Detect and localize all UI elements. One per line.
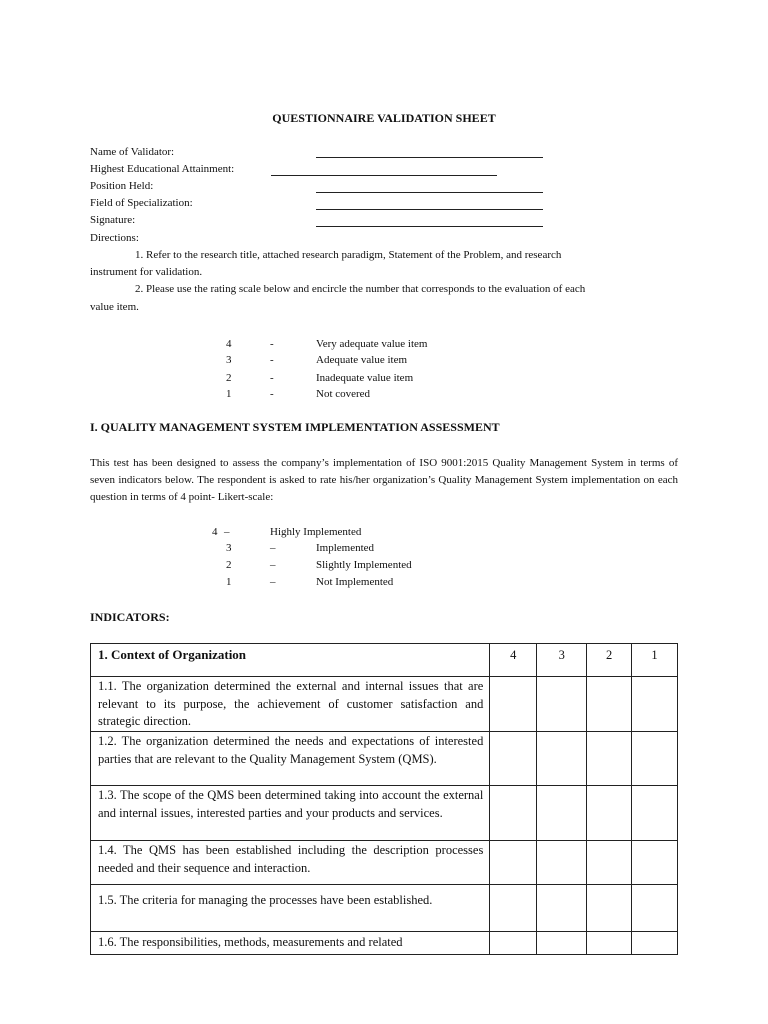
rating-cell-3[interactable] <box>537 786 587 841</box>
rating-cell-4[interactable] <box>490 841 537 885</box>
column-header-4: 4 <box>490 644 537 677</box>
page-title: QUESTIONNAIRE VALIDATION SHEET <box>272 111 496 125</box>
likert-scale-description: Highly Implemented <box>270 526 362 538</box>
rating-cell-1[interactable] <box>632 841 678 885</box>
signature-line[interactable] <box>316 226 543 227</box>
indicators-table <box>90 643 678 955</box>
validator-name-line[interactable] <box>316 157 543 158</box>
rating-scale-description: Adequate value item <box>316 354 408 366</box>
rating-cell-1[interactable] <box>632 932 678 955</box>
likert-scale-dash: – <box>270 559 276 571</box>
rating-scale-number: 4 <box>226 338 232 350</box>
validator-name-label: Name of Validator: <box>90 146 175 158</box>
education-line[interactable] <box>271 175 497 176</box>
table-row <box>91 677 678 732</box>
rating-cell-2[interactable] <box>587 885 632 932</box>
rating-cell-3[interactable] <box>537 885 587 932</box>
indicators-heading: INDICATORS: <box>90 610 170 624</box>
column-header-2: 2 <box>587 644 632 677</box>
directions-label: Directions: <box>90 232 139 244</box>
question-text: 1.5. The criteria for managing the processes have been established. <box>91 885 490 932</box>
table-header-title: 1. Context of Organization <box>91 644 490 677</box>
likert-scale-description: Slightly Implemented <box>316 559 412 571</box>
rating-cell-2[interactable] <box>587 677 632 732</box>
likert-scale-number: 1 <box>226 576 232 588</box>
direction-2-line-1: 2. Please use the rating scale below and encircle the number that corresponds to the evaluation of each <box>135 283 586 295</box>
rating-cell-4[interactable] <box>490 932 537 955</box>
likert-scale-dash: – <box>270 542 276 554</box>
rating-scale-dash: - <box>270 354 274 366</box>
rating-scale-dash: - <box>270 372 274 384</box>
rating-cell-2[interactable] <box>587 841 632 885</box>
column-header-3: 3 <box>537 644 587 677</box>
rating-cell-1[interactable] <box>632 786 678 841</box>
rating-cell-2[interactable] <box>587 786 632 841</box>
position-label: Position Held: <box>90 180 154 192</box>
table-row <box>91 885 678 932</box>
direction-2-line-2: value item. <box>90 301 139 313</box>
education-label: Highest Educational Attainment: <box>90 163 235 175</box>
question-text: 1.3. The scope of the QMS been determined taking into account the external and internal issues, interested parties and your products and services. <box>91 786 490 841</box>
table-row <box>91 841 678 885</box>
rating-cell-1[interactable] <box>632 732 678 786</box>
rating-cell-1[interactable] <box>632 677 678 732</box>
rating-cell-2[interactable] <box>587 932 632 955</box>
rating-cell-3[interactable] <box>537 841 587 885</box>
rating-cell-1[interactable] <box>632 885 678 932</box>
likert-scale-dash: – <box>270 576 276 588</box>
table-row <box>91 786 678 841</box>
likert-scale-number: 4 <box>212 526 218 538</box>
section-heading: I. QUALITY MANAGEMENT SYSTEM IMPLEMENTATION ASSESSMENT <box>90 420 500 434</box>
rating-cell-4[interactable] <box>490 677 537 732</box>
question-text: 1.2. The organization determined the needs and expectations of interested parties that are relevant to the Quality Management System (QMS). <box>91 732 490 786</box>
table-header-row <box>91 644 678 677</box>
rating-cell-3[interactable] <box>537 932 587 955</box>
specialization-label: Field of Specialization: <box>90 197 193 209</box>
rating-cell-4[interactable] <box>490 786 537 841</box>
rating-scale-description: Very adequate value item <box>316 338 428 350</box>
direction-1-line-1: 1. Refer to the research title, attached research paradigm, Statement of the Problem, and research <box>135 249 562 261</box>
position-line[interactable] <box>316 192 543 193</box>
likert-scale-number: 3 <box>226 542 232 554</box>
rating-cell-4[interactable] <box>490 732 537 786</box>
question-text: 1.4. The QMS has been established including the description processes needed and their sequence and interaction. <box>91 841 490 885</box>
specialization-line[interactable] <box>316 209 543 210</box>
signature-label: Signature: <box>90 214 136 226</box>
table-row <box>91 932 678 955</box>
rating-scale-number: 3 <box>226 354 232 366</box>
table-row <box>91 732 678 786</box>
likert-scale-description: Not Implemented <box>316 576 394 588</box>
section-paragraph: This test has been designed to assess the company’s implementation of ISO 9001:2015 Quality Management System in terms of seven indicators below. The respondent is asked to rate his/her organization’s Quality Management System implementation on each question in terms of 4 point- Likert-scale: <box>90 457 678 503</box>
rating-scale-dash: - <box>270 338 274 350</box>
column-header-1: 1 <box>632 644 678 677</box>
rating-cell-2[interactable] <box>587 732 632 786</box>
likert-scale-number: 2 <box>226 559 232 571</box>
question-text: 1.1. The organization determined the external and internal issues that are relevant to its purpose, the achievement of customer satisfaction and strategic direction. <box>91 677 490 732</box>
rating-scale-number: 1 <box>226 388 232 400</box>
rating-cell-3[interactable] <box>537 677 587 732</box>
rating-cell-4[interactable] <box>490 885 537 932</box>
direction-1-line-2: instrument for validation. <box>90 266 203 278</box>
rating-scale-dash: - <box>270 388 274 400</box>
likert-scale-dash: – <box>224 526 230 538</box>
rating-scale-description: Not covered <box>316 388 371 400</box>
rating-cell-3[interactable] <box>537 732 587 786</box>
rating-scale-description: Inadequate value item <box>316 372 414 384</box>
rating-scale-number: 2 <box>226 372 232 384</box>
likert-scale-description: Implemented <box>316 542 375 554</box>
question-text: 1.6. The responsibilities, methods, measurements and related <box>91 932 490 955</box>
